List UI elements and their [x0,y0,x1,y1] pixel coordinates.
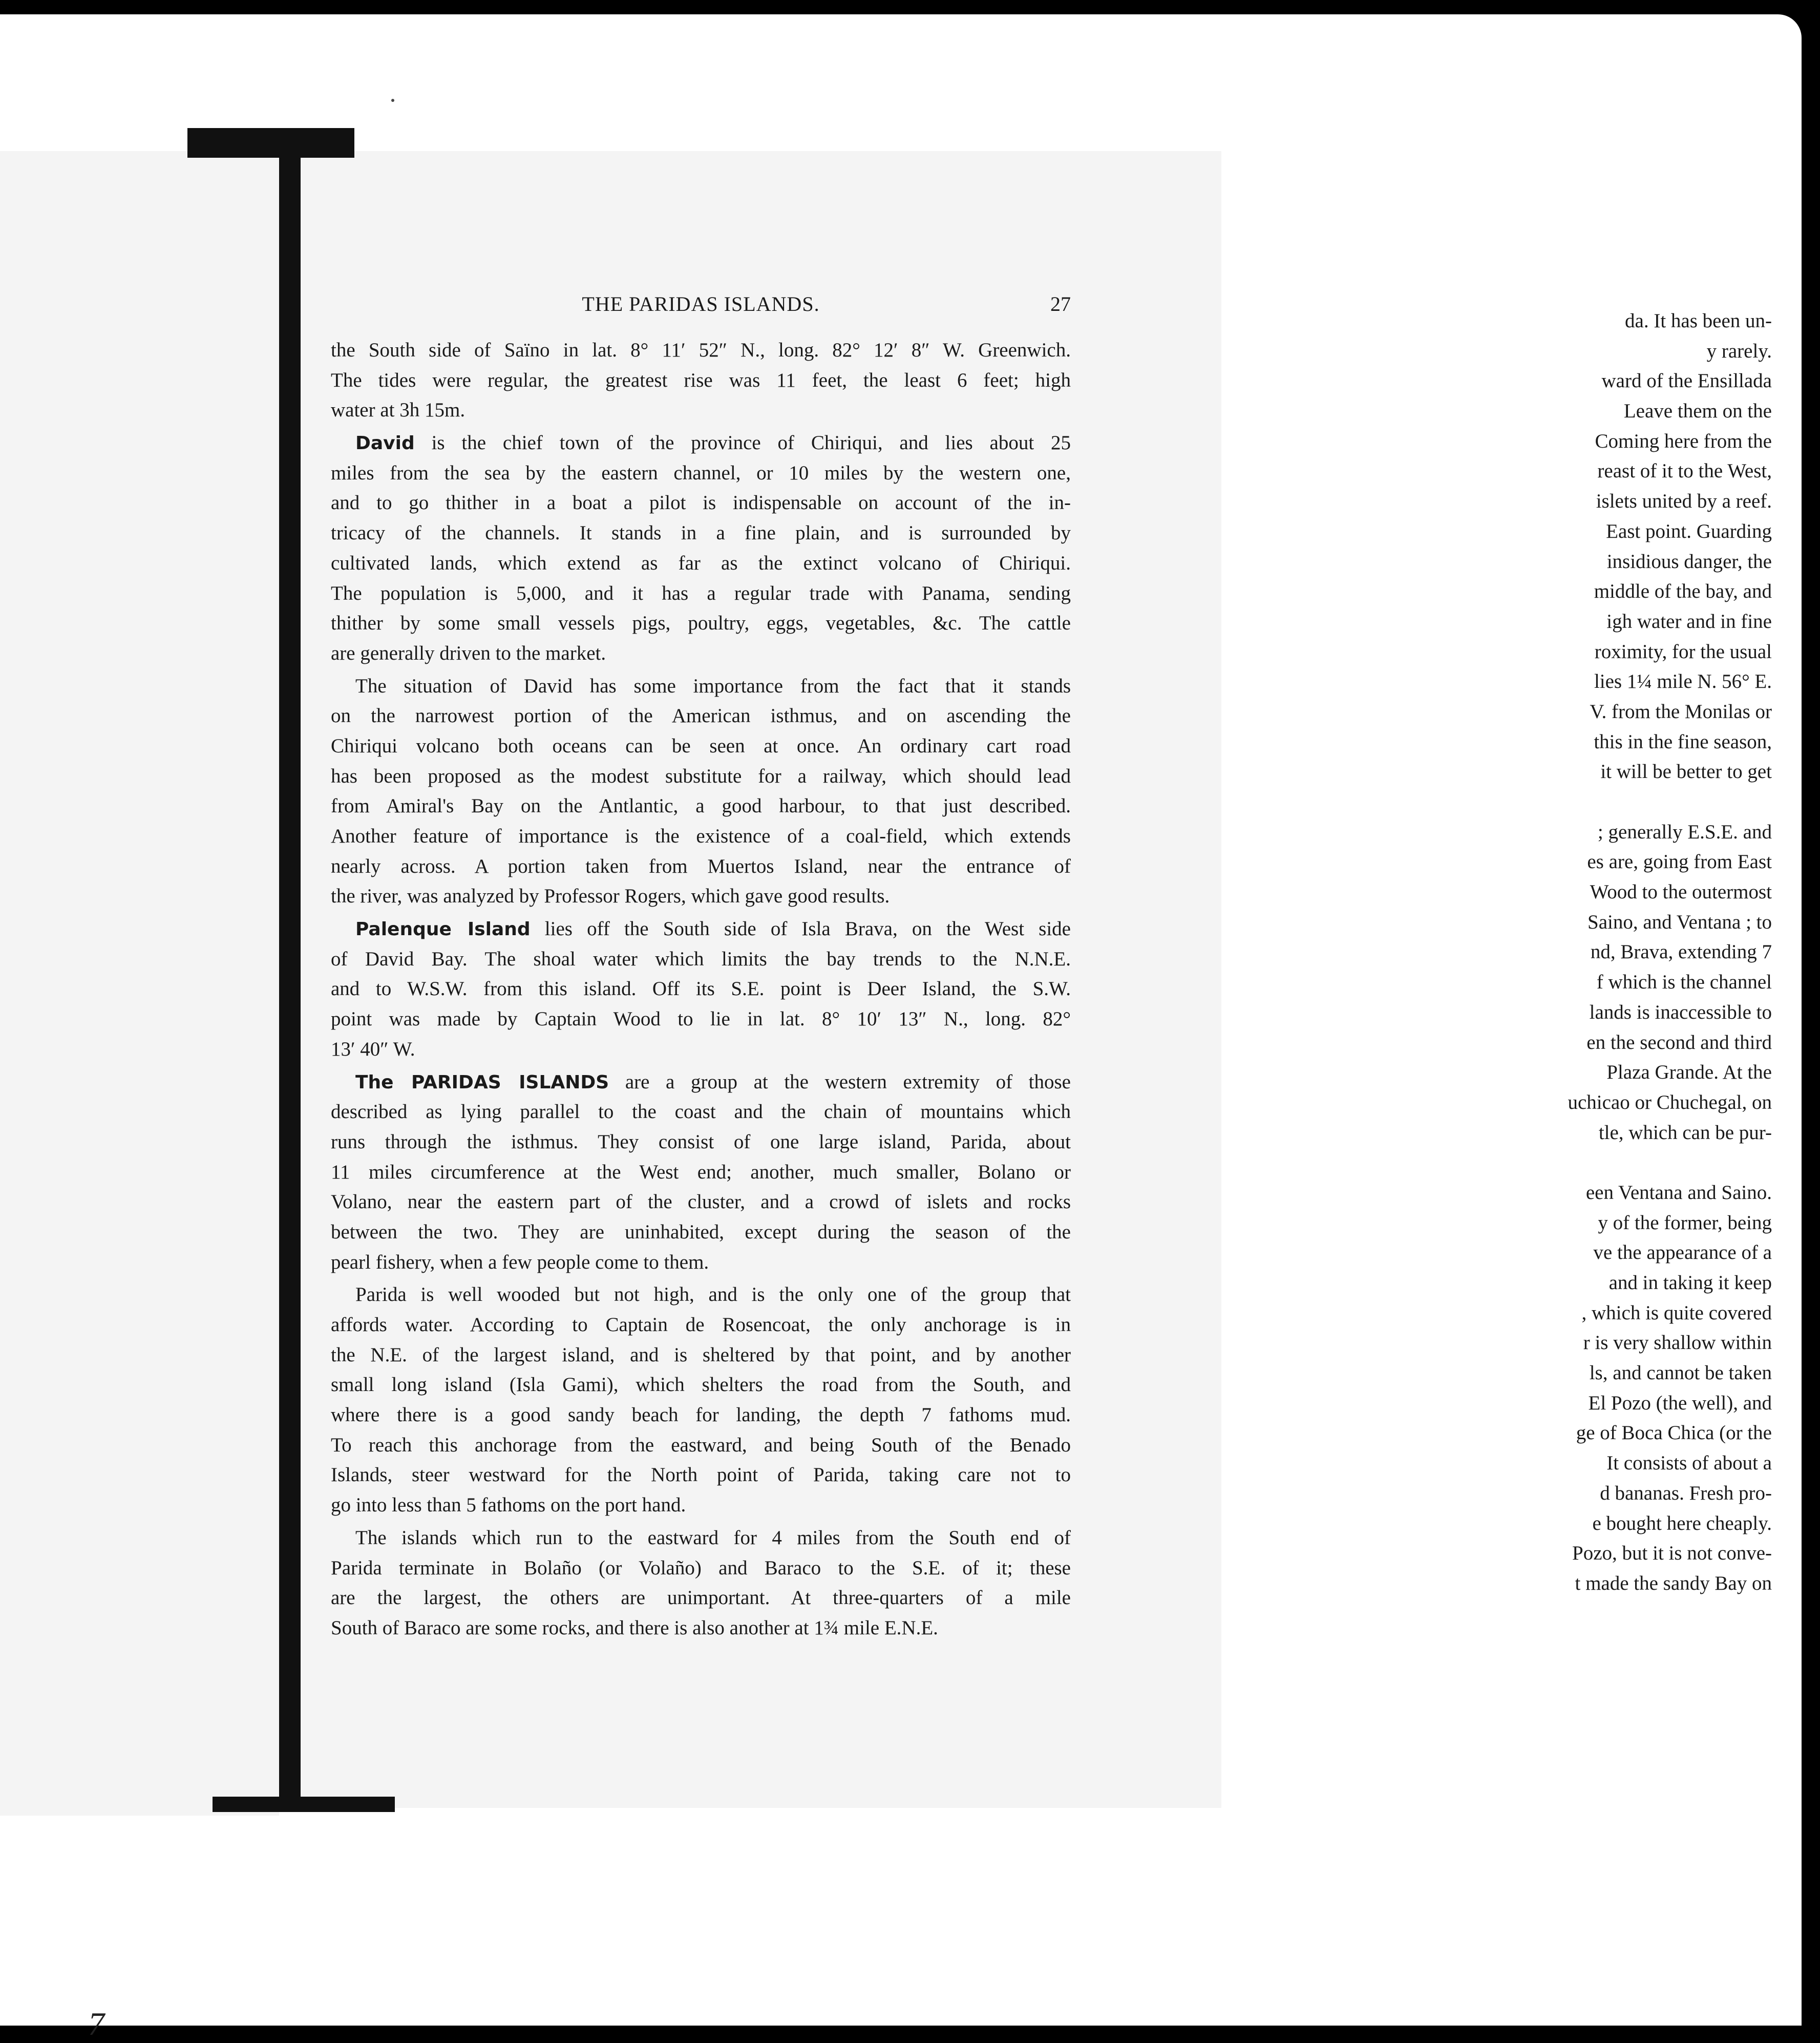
text-line [331,791,1071,822]
line-text: tricacy of the channels. It stands in a fine plain, and is surrounded by [331,522,1071,544]
book-clamp-top [187,128,354,158]
text-line [331,579,1071,609]
text-line [331,1523,1071,1553]
line-text: are generally driven to the market. [331,642,606,664]
line-text: where there is a good sandy beach for landing, the depth 7 fathoms mud. [331,1404,1071,1426]
text-line [331,1310,1071,1340]
running-title: THE PARIDAS ISLANDS. [582,292,820,315]
text-line [331,1035,1071,1065]
line-text: are a group at the western extremity of those [609,1070,1071,1093]
text-line [331,1430,1071,1461]
line-text: on the narrowest portion of the American isthmus, and on ascending the [331,705,1071,727]
text-line [331,1187,1071,1217]
line-text: the N.E. of the largest island, and is sheltered by that point, and by another [331,1343,1071,1366]
text-line [331,1583,1071,1613]
line-text: Volano, near the eastern part of the cluster, and a crowd of islets and rocks [331,1191,1071,1213]
line-text: affords water. According to Captain de Rosencoat, the only anchorage is in [331,1314,1071,1336]
left-column-line: d bananas. Fresh pro- [1600,1482,1772,1504]
line-text: Chiriqui volcano both oceans can be seen at once. An ordinary cart road [331,734,1071,757]
left-column-line: El Pozo (the well), and [1588,1392,1772,1414]
text-line [331,1400,1071,1430]
text-line [331,1217,1071,1248]
text-line [331,974,1071,1004]
left-column-line: insidious danger, the [1606,550,1772,573]
left-column-line: and in taking it keep [1609,1272,1772,1294]
text-line [331,1370,1071,1400]
line-text: small long island (Isla Gami), which shelters the road from the South, and [331,1374,1071,1396]
line-text: To reach this anchorage from the eastward, and being South of the Benado [331,1434,1071,1456]
book-clamp-bar [279,151,301,1808]
text-line [331,549,1071,579]
paragraph [331,335,1071,426]
text-line [331,366,1071,396]
page-body [331,335,1071,1644]
line-text: is the chief town of the province of Chiriqui, and lies about 25 [414,432,1071,454]
left-column-line: Coming here from the [1595,430,1772,452]
left-column-line: Plaza Grande. At the [1606,1061,1772,1084]
text-line [331,1097,1071,1127]
left-column-line: lands is inaccessible to [1589,1001,1772,1023]
left-column-line: this in the fine season, [1594,730,1772,753]
text-line [331,1613,1071,1644]
line-text: thither by some small vessels pigs, poultry, eggs, vegetables, &c. The cattle [331,612,1071,635]
text-line [331,1127,1071,1157]
text-line [331,914,1071,944]
text-line [331,335,1071,366]
left-column-line: f which is the channel [1596,971,1772,994]
page-header [331,292,1071,323]
left-column-line: roximity, for the usual [1594,640,1772,663]
line-text: described as lying parallel to the coast and the chain of mountains which [331,1101,1071,1123]
text-line [331,1460,1071,1490]
left-column-line: V. from the Monilas or [1590,700,1772,723]
text-line [331,1004,1071,1035]
paragraph [331,1523,1071,1644]
left-column-line: reast of it to the West, [1597,460,1772,482]
text-line [331,1340,1071,1371]
left-column-line: ward of the Ensillada [1601,370,1772,392]
text-line [331,1280,1071,1310]
paragraph [331,1067,1071,1278]
corner-mark: 7 [88,2006,104,2042]
line-text: South of Baraco are some rocks, and there is also another at 1¾ mile E.N.E. [331,1616,938,1639]
left-column-line: ve the appearance of a [1593,1241,1772,1264]
left-column-line: It consists of about a [1606,1452,1772,1475]
line-text: Another feature of importance is the existence of a coal-field, which extends [331,825,1071,847]
text-line [331,639,1071,669]
line-text: nearly across. A portion taken from Muertos Island, near the entrance of [331,855,1071,877]
text-line [331,852,1071,882]
paragraph-lead: Palenque Island [355,919,531,940]
paragraph-lead: David [355,433,415,454]
line-text: the river, was analyzed by Professor Rogers, which gave good results. [331,885,890,908]
line-text: the South side of Saïno in lat. 8° 11′ 52″ N., long. 82° 12′ 8″ W. Greenwich. [331,339,1071,361]
left-column-line [1493,1148,1772,1178]
text-line [331,1490,1071,1521]
book-clamp-bottom [213,1797,395,1812]
line-text: lies off the South side of Isla Brava, on the West side [530,918,1071,940]
line-text: between the two. They are uninhabited, except during the season of the [331,1220,1071,1243]
text-line [331,1157,1071,1188]
line-text: Parida is well wooded but not high, and is the only one of the group that [355,1283,1071,1306]
left-column-line: en the second and third [1586,1031,1772,1054]
left-column-line: East point. Guarding [1606,520,1772,542]
left-column-line: nd, Brava, extending 7 [1590,941,1772,963]
paragraph [331,428,1071,669]
left-column-line: es are, going from East [1587,851,1772,873]
line-text: from Amiral's Bay on the Antlantic, a good harbour, to that just described. [331,795,1071,817]
line-text: miles from the sea by the eastern channel, or 10 miles by the western one, [331,461,1071,484]
left-column-line: ge of Boca Chica (or the [1576,1422,1772,1444]
left-column-line: t made the sandy Bay on [1575,1572,1772,1594]
left-column-line: y of the former, being [1598,1211,1772,1234]
text-line [331,731,1071,762]
line-text: point was made by Captain Wood to lie in lat. 8° 10′ 13″ N., long. 82° [331,1008,1071,1030]
page-number: 27 [1050,292,1071,315]
left-column-line: tle, which can be pur- [1598,1121,1772,1144]
text-line [331,671,1071,702]
left-column-line: middle of the bay, and [1594,580,1772,603]
left-page-column [1493,306,1772,1599]
line-text: Parida terminate in Bolaño (or Volaño) and Baraco to the S.E. of it; these [331,1556,1071,1579]
line-text: are the largest, the others are unimportant. At three-quarters of a mile [331,1587,1071,1609]
text-line [331,458,1071,489]
line-text: The islands which run to the eastward for 4 miles from the South end of [355,1526,1071,1549]
line-text: 11 miles circumference at the West end; another, much smaller, Bolano or [331,1161,1071,1183]
line-text: 13′ 40″ W. [331,1038,415,1060]
line-text: go into less than 5 fathoms on the port hand. [331,1494,686,1517]
left-column-line: e bought here cheaply. [1592,1512,1772,1534]
line-text: The situation of David has some importance from the fact that it stands [355,675,1071,697]
line-text: cultivated lands, which extend as far as the extinct volcano of Chiriqui. [331,552,1071,574]
left-column-line: Wood to the outermost [1590,881,1772,903]
line-text: of David Bay. The shoal water which limits the bay trends to the N.N.E. [331,947,1071,970]
speck [391,99,394,102]
left-column-line [1493,787,1772,817]
paragraph-lead: The PARIDAS ISLANDS [355,1071,609,1093]
line-text: The tides were regular, the greatest rise was 11 feet, the least 6 feet; high [331,369,1071,391]
text-line [331,944,1071,975]
text-line [331,1067,1071,1098]
text-line [331,608,1071,639]
text-line [331,822,1071,852]
paragraph [331,914,1071,1064]
text-line [331,428,1071,458]
text-line [331,881,1071,912]
left-column-line: Saino, and Ventana ; to [1588,911,1772,933]
left-column-line: it will be better to get [1600,761,1772,783]
left-column-line: lies 1¼ mile N. 56° E. [1594,670,1772,693]
left-column-line: igh water and in fine [1606,610,1772,633]
left-column-line: da. It has been un- [1625,310,1772,332]
left-column-line: ; generally E.S.E. and [1597,820,1772,843]
left-column-line: Leave them on the [1623,400,1772,423]
left-column-line: islets united by a reef. [1596,490,1772,513]
line-text: and to W.S.W. from this island. Off its S.E. point is Deer Island, the S.W. [331,978,1071,1000]
text-line [331,488,1071,518]
line-text: has been proposed as the modest substitute for a railway, which should lead [331,765,1071,787]
left-page-fragment [0,151,279,1816]
text-line [331,1553,1071,1584]
text-line [331,762,1071,792]
text-line [331,395,1071,426]
line-text: and to go thither in a boat a pilot is indispensable on account of the in- [331,492,1071,514]
left-column-line: , which is quite covered [1581,1301,1772,1324]
line-text: runs through the isthmus. They consist of one large island, Parida, about [331,1130,1071,1153]
left-column-line: Pozo, but it is not conve- [1572,1542,1772,1565]
line-text: pearl fishery, when a few people come to them. [331,1251,709,1273]
paragraph [331,1280,1071,1521]
left-column-line: r is very shallow within [1583,1332,1772,1354]
line-text: The population is 5,000, and it has a regular trade with Panama, sending [331,582,1071,604]
line-text: water at 3h 15m. [331,399,465,422]
left-column-line: een Ventana and Saino. [1585,1181,1772,1204]
line-text: Islands, steer westward for the North point of Parida, taking care not to [331,1464,1071,1486]
paragraph [331,671,1071,912]
left-column-line: uchicao or Chuchegal, on [1568,1091,1772,1113]
text-line [331,1248,1071,1278]
left-column-line: y rarely. [1706,340,1772,362]
text-line [331,701,1071,731]
left-column-line: ls, and cannot be taken [1589,1362,1772,1384]
text-line [331,518,1071,549]
